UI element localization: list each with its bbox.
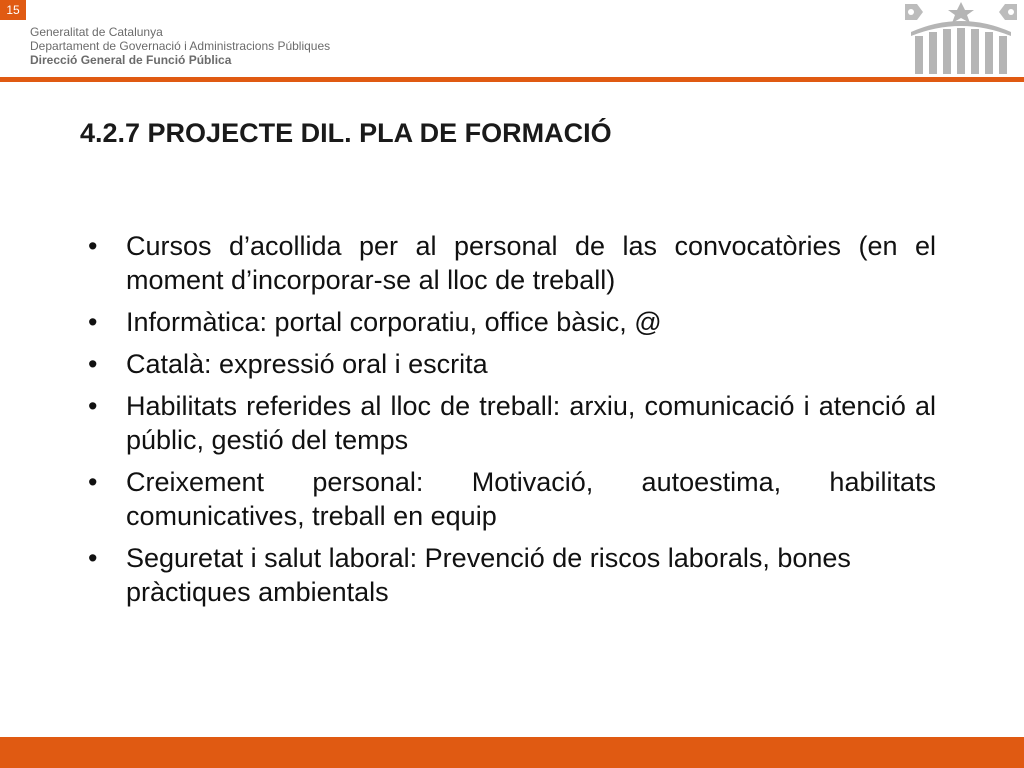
bullet-text: Seguretat i salut laboral: Prevenció de riscos laborals, bones pràctiques ambientals xyxy=(126,543,851,607)
org-header xyxy=(30,25,330,67)
bullet-marker: • xyxy=(88,467,98,497)
generalitat-emblem-icon xyxy=(903,2,1019,76)
bullet-marker: • xyxy=(88,231,98,261)
footer-bar xyxy=(0,737,1024,768)
bullet-marker: • xyxy=(88,543,98,573)
bullet-text: Informàtica: portal corporatiu, office bàsic, @ xyxy=(126,307,662,337)
bullet-item xyxy=(80,305,936,339)
department-name: Departament de Governació i Administracions Públiques xyxy=(30,39,331,53)
slide-number: 15 xyxy=(0,0,26,20)
directorate-name: Direcció General de Funció Pública xyxy=(30,53,232,67)
bullet-text: Habilitats referides al lloc de treball: arxiu, comunicació i atenció al públic, gestió del temps xyxy=(126,391,936,455)
bullet-marker: • xyxy=(88,307,98,337)
bullet-item xyxy=(80,465,936,533)
bullet-marker: • xyxy=(88,391,98,421)
bullet-item xyxy=(80,389,936,457)
bullet-list xyxy=(80,229,936,617)
bullet-item xyxy=(80,347,936,381)
org-name: Generalitat de Catalunya xyxy=(30,25,163,39)
slide-title: 4.2.7 PROJECTE DIL. PLA DE FORMACIÓ xyxy=(80,118,612,148)
header-divider xyxy=(0,77,1024,82)
bullet-item xyxy=(80,541,936,609)
bullet-marker: • xyxy=(88,349,98,379)
bullet-text: Cursos d’acollida per al personal de las convocatòries (en el moment d’incorporar-se al lloc de treball) xyxy=(126,231,936,295)
bullet-text: Català: expressió oral i escrita xyxy=(126,349,488,379)
bullet-text: Creixement personal: Motivació, autoestima, habilitats comunicatives, treball en equip xyxy=(126,467,936,531)
bullet-item xyxy=(80,229,936,297)
